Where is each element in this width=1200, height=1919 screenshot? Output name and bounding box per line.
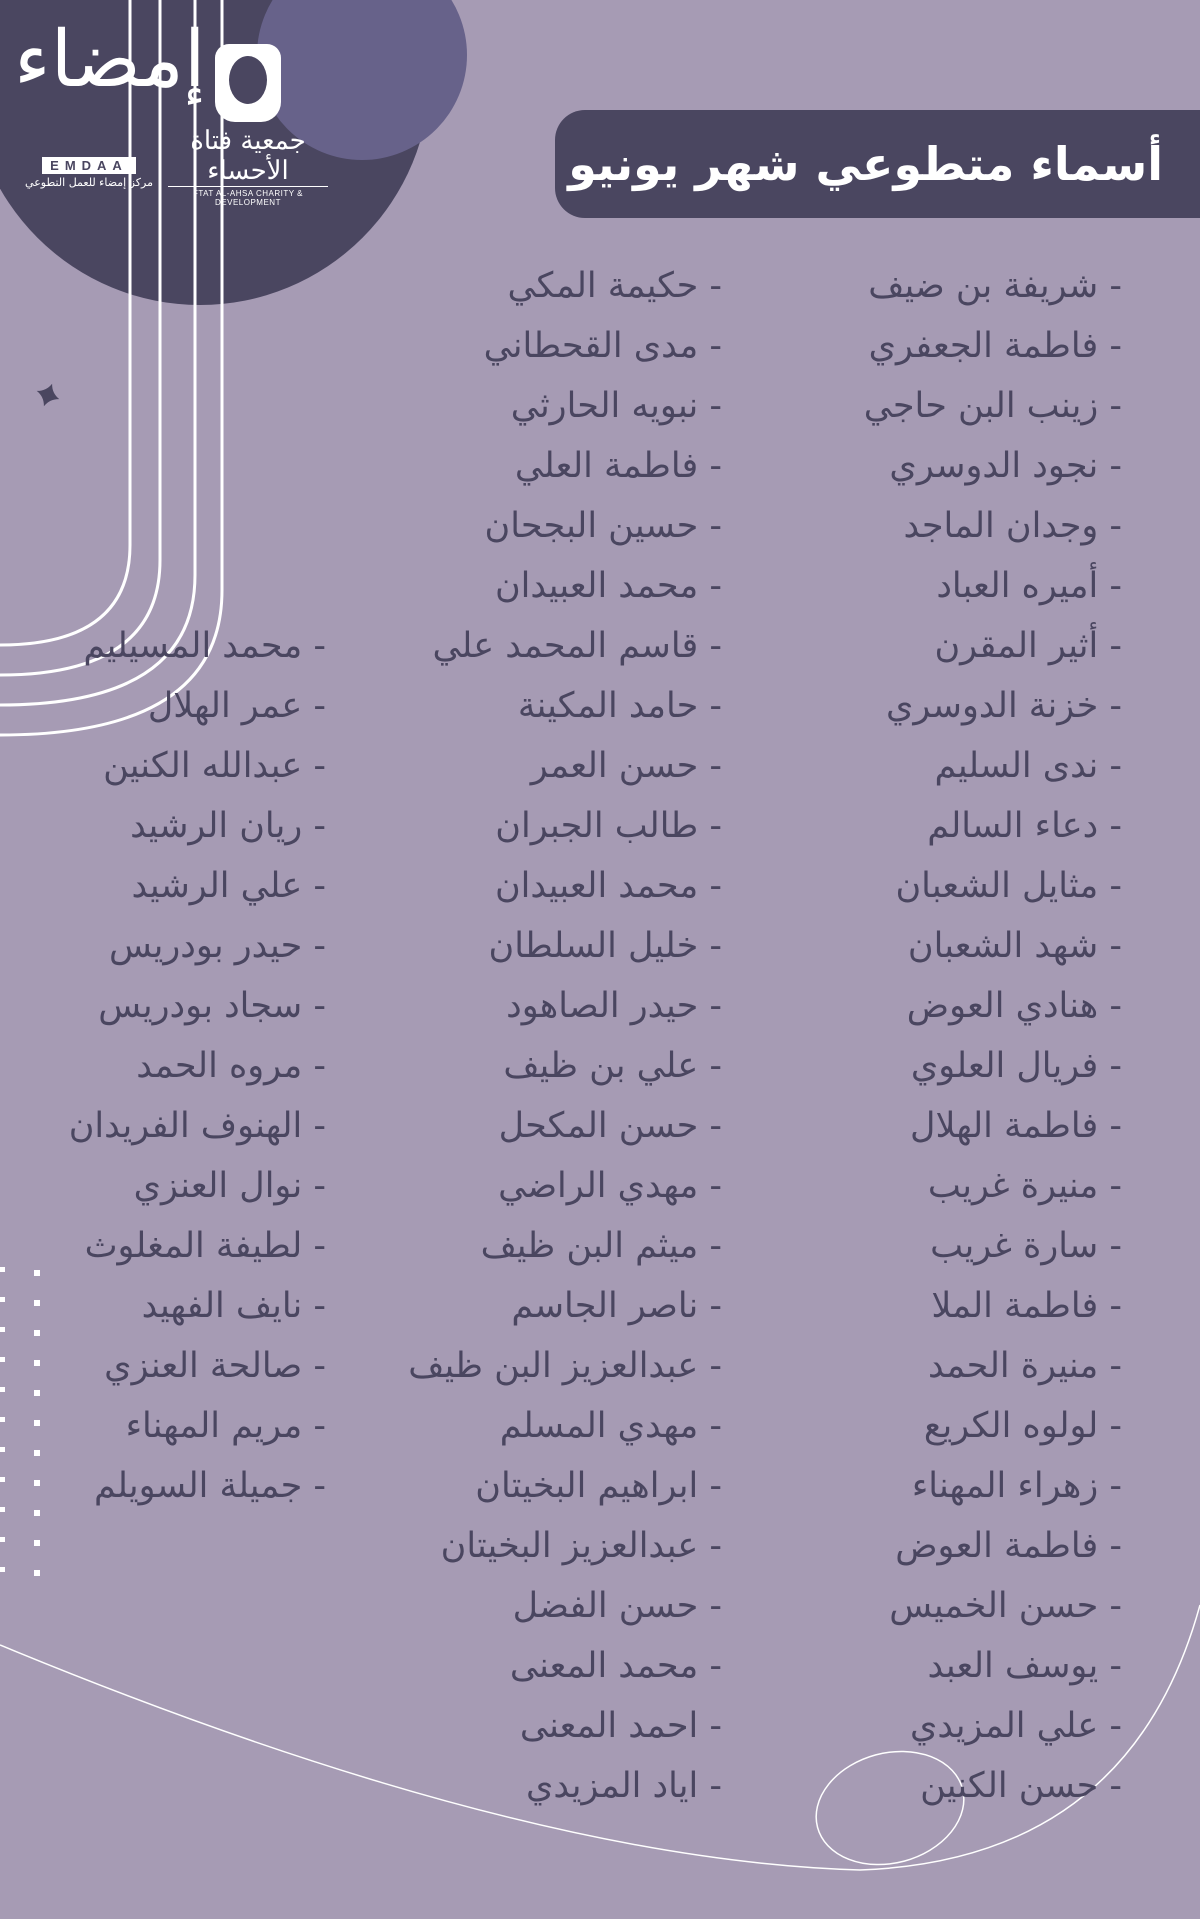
sparkle-icon [33,380,64,411]
volunteer-name: - مثايل الشعبان [895,866,1122,906]
volunteer-name: - طالب الجبران [495,806,722,846]
names-column-3 [0,616,326,1516]
volunteer-name: - حكيمة المكي [507,266,722,306]
volunteer-name: - خليل السلطان [488,926,722,966]
volunteer-name: - محمد العبيدان [494,566,722,606]
volunteer-name: - فريال العلوي [910,1046,1122,1086]
volunteer-name: - عبدالله الكنين [103,746,326,786]
ftat-badge-icon [215,44,281,122]
volunteer-name: - محمد المسيليم [83,626,326,666]
volunteer-name: - محمد العبيدان [494,866,722,906]
volunteer-name: - حسن الكنين [920,1766,1122,1806]
volunteer-name: - فاطمة الهلال [910,1106,1122,1146]
volunteer-name: - يوسف العبد [927,1646,1122,1686]
volunteer-name: - عبدالعزيز البن ظيف [408,1346,722,1386]
volunteer-name: - عبدالعزيز البخيتان [440,1526,722,1566]
volunteer-name: - مريم المهناء [125,1406,326,1446]
volunteer-name: - فاطمة العلي [514,446,722,486]
volunteer-name: - عمر الهلال [147,686,326,726]
emdaa-logo-mark: إمضاء [14,15,206,105]
page-title: أسماء متطوعي شهر يونيو [568,137,1163,191]
volunteer-name: - ابراهيم البخيتان [475,1466,722,1506]
volunteer-name: - فاطمة العوض [895,1526,1122,1566]
volunteer-name: - حيدر بودريس [108,926,326,966]
volunteer-name: - أثير المقرن [934,626,1122,666]
volunteer-name: - ميثم البن ظيف [480,1226,722,1266]
volunteer-name: - حيدر الصاهود [506,986,722,1026]
volunteer-name: - فاطمة الجعفري [868,326,1122,366]
volunteer-name: - نوال العنزي [133,1166,326,1206]
volunteer-name: - حسن المكحل [498,1106,722,1146]
volunteer-name: - وجدان الماجد [903,506,1122,546]
volunteer-name: - محمد المعنى [509,1646,722,1686]
volunteer-name: - منيرة الحمد [928,1346,1122,1386]
volunteer-name: - سجاد بودريس [98,986,326,1026]
names-column-1 [692,256,1122,1816]
ftat-logo-name: جمعية فتاة الأحساء [190,126,306,186]
volunteer-name: - ريان الرشيد [130,806,326,846]
volunteer-name: - مهدي الراضي [498,1166,722,1206]
volunteer-name: - نجود الدوسري [889,446,1122,486]
volunteer-name: - لولوه الكريع [923,1406,1122,1446]
volunteer-name: - صالحة العنزي [104,1346,326,1386]
names-column-2 [292,256,722,1816]
volunteer-name: - فاطمة الملا [931,1286,1122,1326]
volunteer-name: - مهدي المسلم [499,1406,722,1446]
volunteer-name: - مدى القحطاني [483,326,722,366]
volunteer-name: - نبويه الحارثي [510,386,722,426]
emdaa-logo [14,10,206,190]
volunteer-name: - حسن العمر [530,746,722,786]
volunteer-name: - شريفة بن ضيف [868,266,1122,306]
logo-area [0,0,340,207]
volunteer-name: - ناصر الجاسم [511,1286,722,1326]
volunteer-name: - حسن الفضل [512,1586,722,1626]
volunteer-name: - شهد الشعبان [907,926,1122,966]
volunteer-name: - أميره العباد [936,566,1122,606]
volunteer-name: - حسين البجحان [484,506,722,546]
volunteer-name: - خزنة الدوسري [885,686,1122,726]
ftat-logo-english: FTAT AL-AHSA CHARITY & DEVELOPMENT [168,186,328,207]
volunteer-name: - لطيفة المغلوث [84,1226,326,1266]
volunteer-name: - الهنوف الفريدان [68,1106,326,1146]
volunteer-name: - حامد المكينة [517,686,722,726]
volunteer-name: - جميلة السويلم [94,1466,326,1506]
emdaa-logo-subtitle: مركز إمضاء للعمل التطوعي [25,176,153,189]
volunteer-name: - زهراء المهناء [911,1466,1122,1506]
volunteer-name: - حسن الخميس [889,1586,1122,1626]
emdaa-logo-latin: EMDAA [42,157,136,174]
ftat-logo [168,44,328,207]
title-banner [555,110,1200,218]
volunteer-name: - مروه الحمد [136,1046,326,1086]
volunteer-name: - زينب البن حاجي [863,386,1122,426]
volunteer-name: - دعاء السالم [927,806,1122,846]
volunteer-name: - ندى السليم [934,746,1122,786]
volunteer-name: - سارة غريب [930,1226,1122,1266]
volunteer-name: - نايف الفهيد [141,1286,326,1326]
volunteer-name: - هنادي العوض [906,986,1122,1026]
volunteer-name: - اياد المزيدي [525,1766,722,1806]
volunteer-name: - منيرة غريب [927,1166,1122,1206]
volunteer-name: - علي بن ظيف [503,1046,722,1086]
volunteer-name: - علي الرشيد [131,866,326,906]
volunteer-name: - قاسم المحمد علي [432,626,722,666]
volunteer-name: - علي المزيدي [910,1706,1122,1746]
volunteer-name: - احمد المعنى [519,1706,722,1746]
